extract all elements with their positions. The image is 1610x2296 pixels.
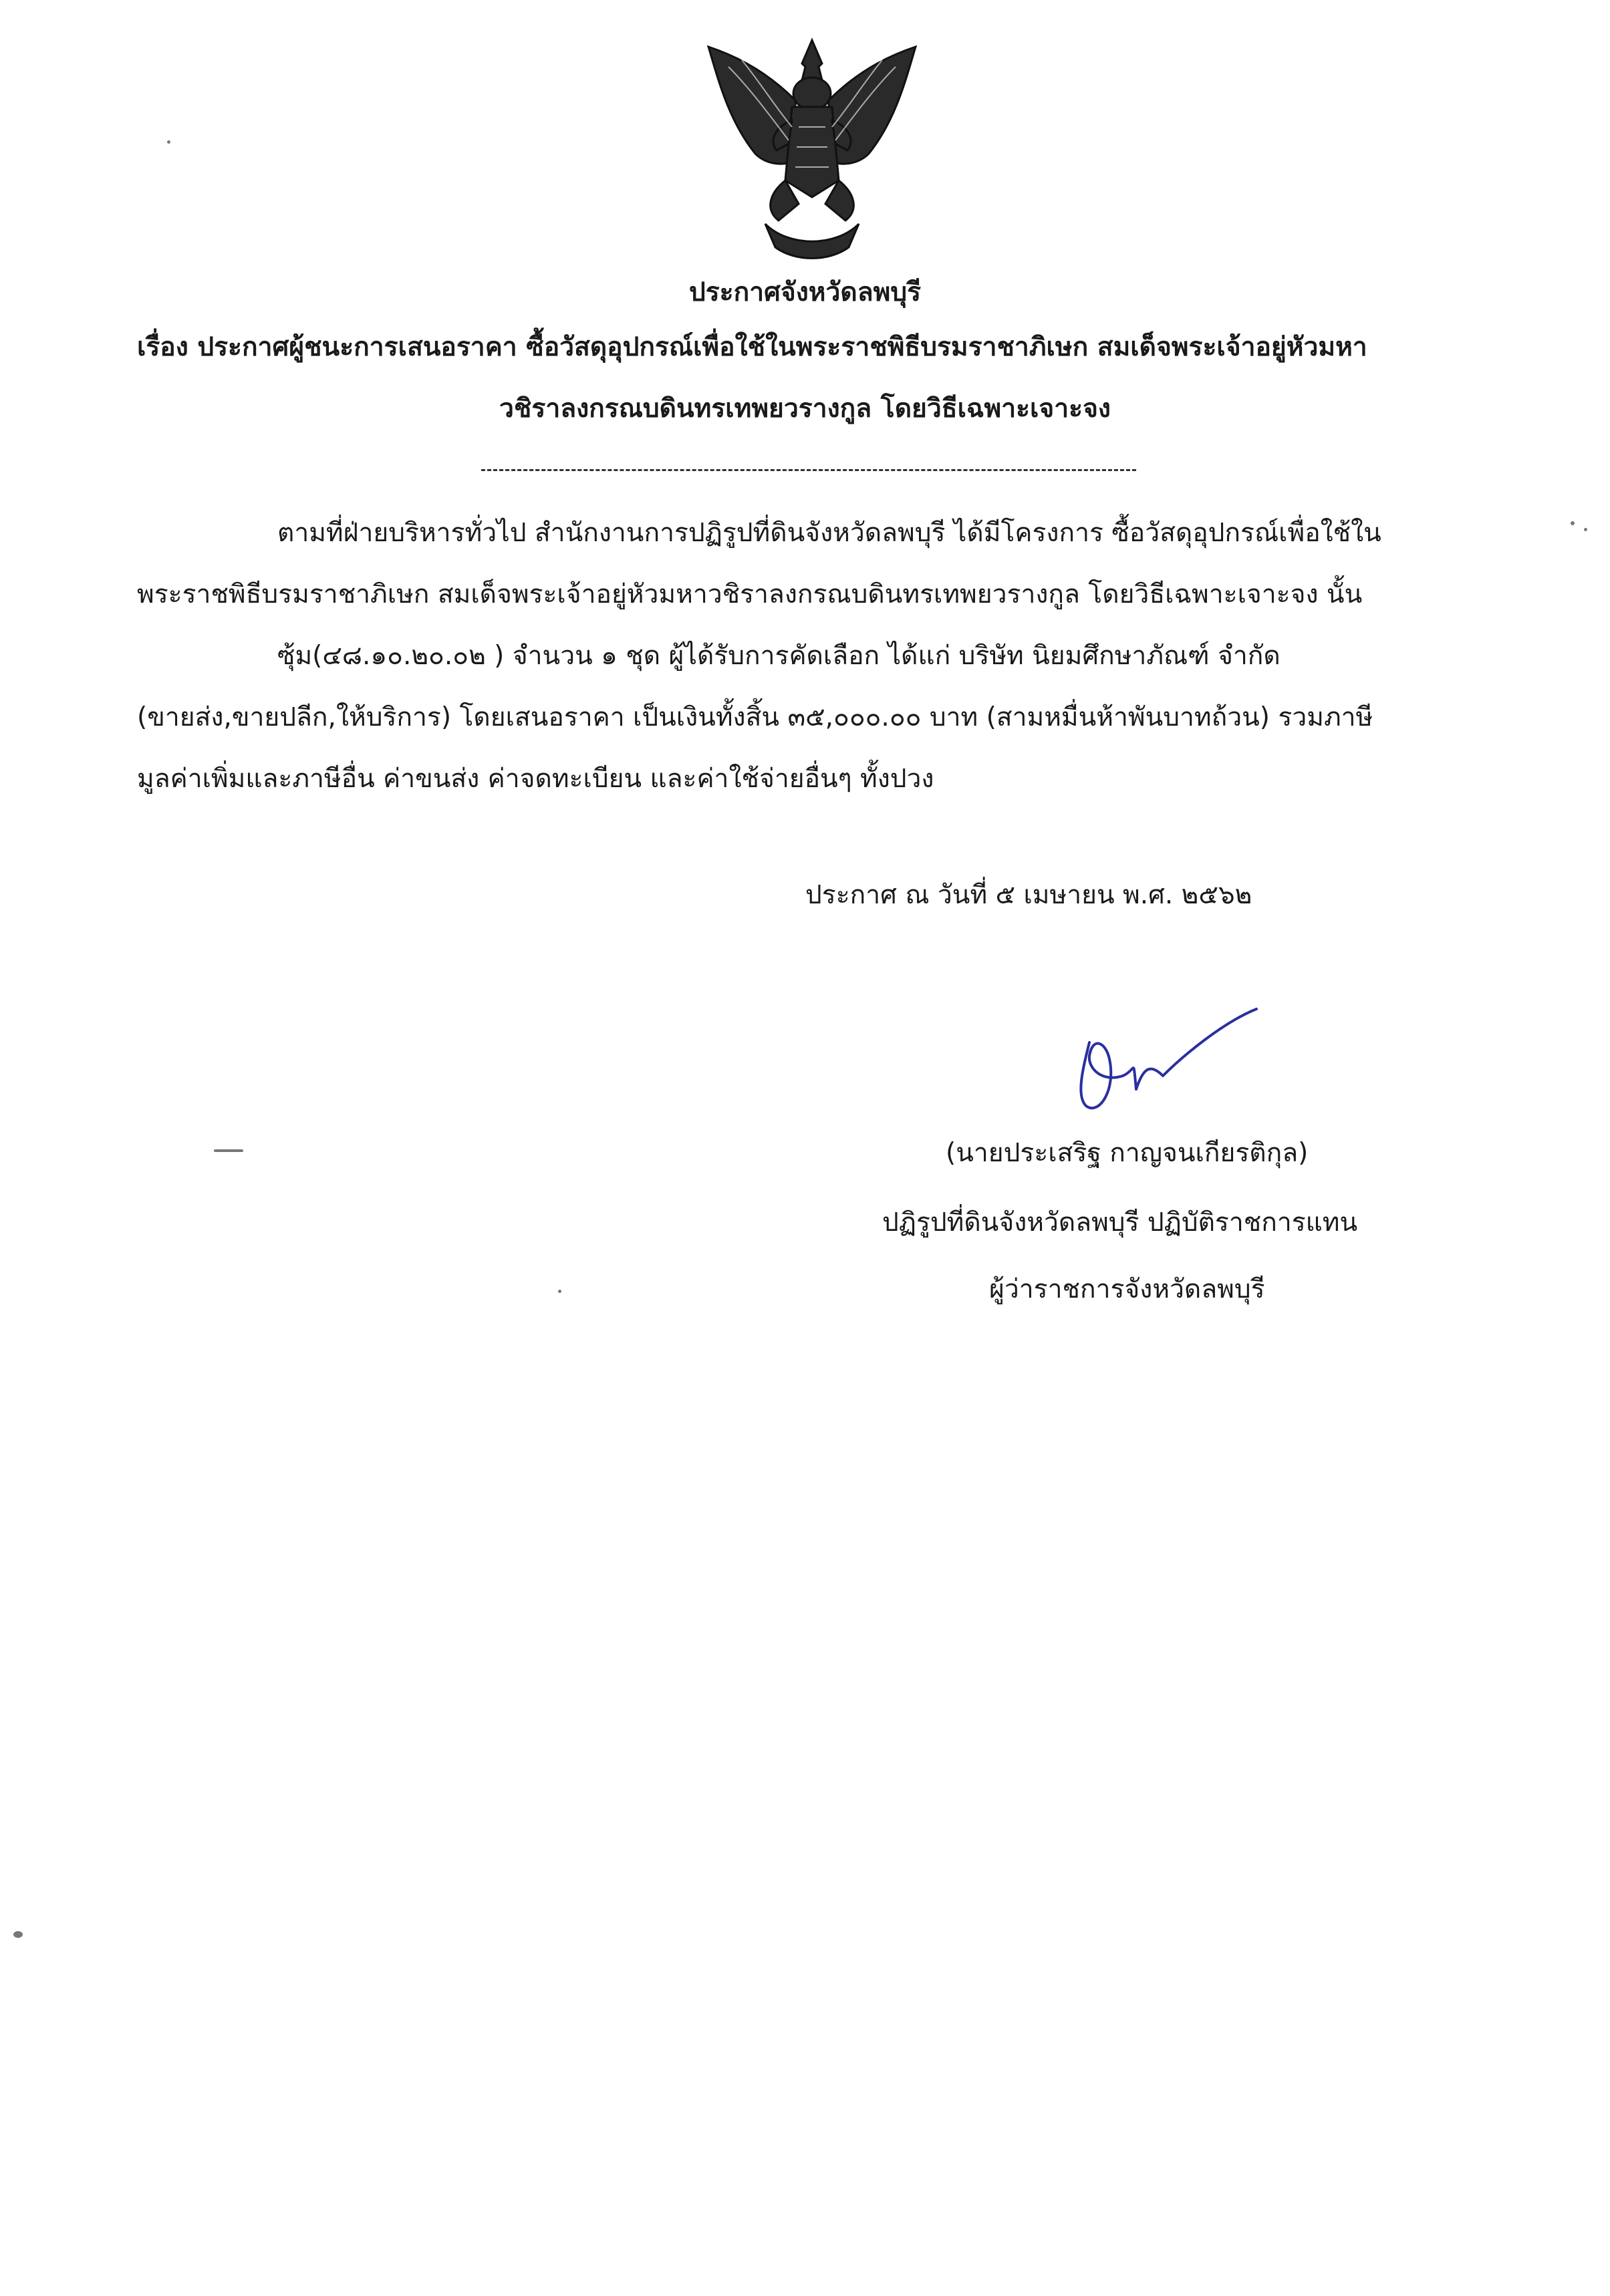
signatory-position-1: ปฏิรูปที่ดินจังหวัดลพบุรี ปฏิบัติราชการแทน xyxy=(882,1207,1358,1238)
scan-mark xyxy=(1571,521,1575,525)
garuda-emblem-icon xyxy=(702,27,922,267)
subject-line-1: เรื่อง ประกาศผู้ชนะการเสนอราคา ซื้อวัสดุอุปกรณ์เพื่อใช้ในพระราชพิธีบรมราชาภิเษก สมเด็จพระเจ้าอยู่หัวมหา xyxy=(137,332,1367,362)
scan-mark xyxy=(1584,528,1587,531)
body-line-3: ซุ้ม(๔๘.๑๐.๒๐.๐๒ ) จำนวน ๑ ชุด ผู้ได้รับการคัดเลือก ได้แก่ บริษัท นิยมศึกษาภัณฑ์ จำกัด xyxy=(277,641,1281,671)
signatory-position-2: ผู้ว่าราชการจังหวัดลพบุรี xyxy=(989,1274,1265,1304)
scan-mark xyxy=(558,1290,561,1293)
body-line-2: พระราชพิธีบรมราชาภิเษก สมเด็จพระเจ้าอยู่หัวมหาวชิราลงกรณบดินทรเทพยวรางกูล โดยวิธีเฉพาะเจาะจง นั้น xyxy=(137,579,1363,609)
signatory-name: (นายประเสริฐ กาญจนเกียรติกุล) xyxy=(946,1138,1309,1168)
scan-mark xyxy=(13,1931,23,1938)
scan-mark xyxy=(167,140,170,144)
body-line-1: ตามที่ฝ่ายบริหารทั่วไป สำนักงานการปฏิรูปที่ดินจังหวัดลพบุรี ได้มีโครงการ ซื้อวัสดุอุปกรณ์เพื่อใช้ใน xyxy=(277,518,1381,548)
scan-mark xyxy=(214,1149,243,1152)
body-line-5: มูลค่าเพิ่มและภาษีอื่น ค่าขนส่ง ค่าจดทะเบียน และค่าใช้จ่ายอื่นๆ ทั้งปวง xyxy=(137,764,934,794)
handwritten-signature-icon xyxy=(1063,996,1263,1123)
body-line-4: (ขายส่ง,ขายปลีก,ให้บริการ) โดยเสนอราคา เป็นเงินทั้งสิ้น ๓๕,๐๐๐.๐๐ บาท (สามหมื่นห้าพันบาทถ้วน) รวมภาษี xyxy=(137,702,1373,732)
page-title: ประกาศจังหวัดลพบุรี xyxy=(688,277,922,307)
divider-rule xyxy=(481,469,1136,471)
subject-line-2: วชิราลงกรณบดินทรเทพยวรางกูล โดยวิธีเฉพาะเจาะจง xyxy=(499,394,1111,424)
announcement-date: ประกาศ ณ วันที่ ๕ เมษายน พ.ศ. ๒๕๖๒ xyxy=(805,880,1252,910)
